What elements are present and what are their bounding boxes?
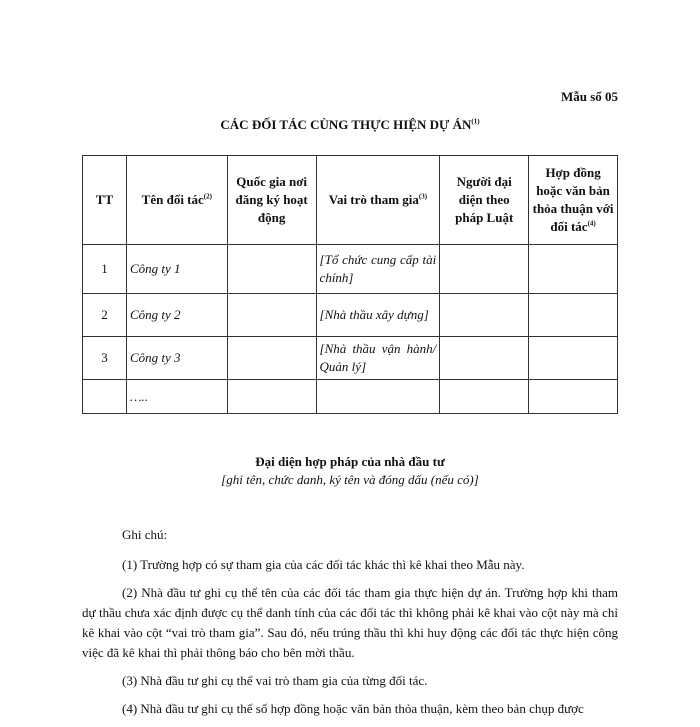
row-tt: 3: [83, 337, 127, 380]
row-country: [227, 380, 316, 414]
row-country: [227, 245, 316, 294]
row-country: [227, 294, 316, 337]
row-tt: 2: [83, 294, 127, 337]
row-legal-rep: [440, 294, 529, 337]
row-partner-name: Công ty 2: [126, 294, 227, 337]
row-partner-name: Công ty 3: [126, 337, 227, 380]
row-role: [316, 380, 440, 414]
row-partner-name: …..: [126, 380, 227, 414]
table-row: [83, 380, 618, 414]
header-contract-note: (4): [587, 219, 596, 228]
header-role-note: (3): [418, 192, 428, 201]
row-role: [Nhà thầu vận hành/ Quản lý]: [316, 337, 440, 380]
note-item: (2) Nhà đầu tư ghi cụ thể tên của các đối tác tham gia thực hiện dự án. Trường hợp khi tham dự thầu chưa xác định được cụ thể danh tính của các đối tác thì không phải kê khai vào cột này mà chỉ kê khai vào cột “vai trò tham gia”. Sau đó, nếu trúng thầu thì khi huy động các đối tác thực hiện công việc đã kê khai thì phải thông báo cho bên mời thầu.: [82, 585, 618, 660]
row-legal-rep: [440, 245, 529, 294]
table-row: [83, 245, 618, 294]
table-row: [83, 294, 618, 337]
row-partner-name: Công ty 1: [126, 245, 227, 294]
row-legal-rep: [440, 380, 529, 414]
row-role: [Tổ chức cung cấp tài chính]: [316, 245, 440, 294]
notes-heading: Ghi chú:: [122, 527, 168, 542]
header-partner-name-text: Tên đối tác: [141, 192, 204, 207]
row-contract: [529, 380, 618, 414]
table-header-row: [83, 156, 618, 245]
partners-table: [82, 155, 618, 414]
note-item: (4) Nhà đầu tư ghi cụ thể số hợp đồng hoặc văn bản thỏa thuận, kèm theo bản chụp được: [122, 701, 584, 716]
notes-section: [82, 525, 618, 727]
table-row: [83, 337, 618, 380]
header-legal-rep: Người đại diện theo pháp Luật: [440, 156, 529, 245]
header-country: Quốc gia nơi đăng ký hoạt động: [227, 156, 316, 245]
representative-instruction: [ghi tên, chức danh, ký tên và đóng dấu (nếu có)]: [221, 472, 479, 487]
row-tt: 1: [83, 245, 127, 294]
header-role-text: Vai trò tham gia: [328, 192, 419, 207]
row-legal-rep: [440, 337, 529, 380]
header-contract-text: Hợp đồng hoặc văn bản thỏa thuận với đối tác: [532, 165, 614, 234]
note-item: (1) Trường hợp có sự tham gia của các đối tác khác thì kê khai theo Mẫu này.: [122, 557, 525, 572]
row-contract: [529, 245, 618, 294]
title-footnote: (1): [471, 117, 480, 126]
header-partner-name-note: (2): [203, 192, 212, 201]
header-role: [316, 156, 440, 245]
representative-title: Đại diện hợp pháp của nhà đầu tư: [255, 454, 445, 469]
note-item: (3) Nhà đầu tư ghi cụ thể vai trò tham gia của từng đối tác.: [122, 673, 428, 688]
page-title: [0, 117, 700, 133]
row-tt: [83, 380, 127, 414]
title-text: CÁC ĐỐI TÁC CÙNG THỰC HIỆN DỰ ÁN: [220, 117, 472, 132]
row-country: [227, 337, 316, 380]
form-number: Mẫu số 05: [560, 89, 618, 104]
row-contract: [529, 337, 618, 380]
investor-representative: [0, 453, 700, 489]
header-tt: TT: [83, 156, 127, 245]
row-contract: [529, 294, 618, 337]
row-role: [Nhà thầu xây dựng]: [316, 294, 440, 337]
header-partner-name: [126, 156, 227, 245]
header-contract: [529, 156, 618, 245]
